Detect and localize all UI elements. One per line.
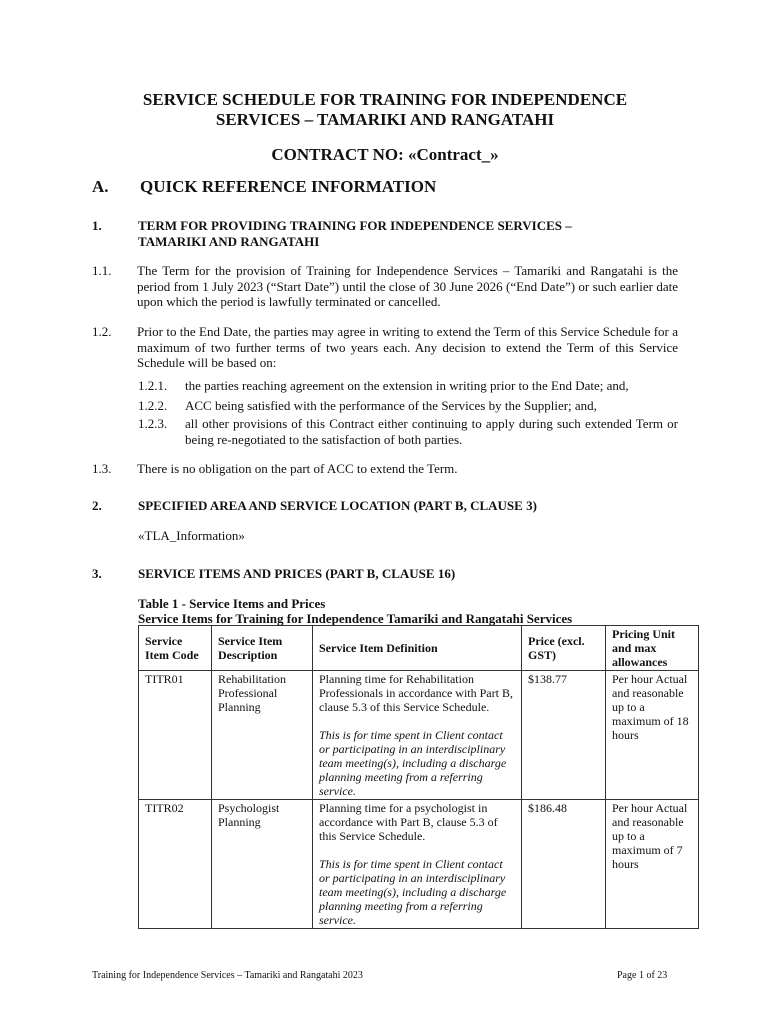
clause-1-2-2-number: 1.2.2. xyxy=(138,398,168,413)
service-items-table xyxy=(138,625,699,929)
clause-1-2-3-number: 1.2.3. xyxy=(138,416,168,431)
cell-pricing-unit: Per hour Actual and reasonable up to a maximum of 7 hours xyxy=(606,800,699,929)
clause-1-3-number: 1.3. xyxy=(92,461,112,476)
header-price: Price (excl. GST) xyxy=(522,626,606,671)
section-1-number: 1. xyxy=(92,218,102,233)
section-2-number: 2. xyxy=(92,498,102,513)
title-line-2: SERVICES – TAMARIKI AND RANGATAHI xyxy=(215,110,555,129)
section-3-title: SERVICE ITEMS AND PRICES (PART B, CLAUSE 16) xyxy=(138,566,456,581)
clause-1-1-number: 1.1. xyxy=(92,263,112,278)
section-a-title: QUICK REFERENCE INFORMATION xyxy=(140,177,437,196)
title-line-1: SERVICE SCHEDULE FOR TRAINING FOR INDEPENDENCE xyxy=(142,90,628,109)
clause-1-2-1-text: the parties reaching agreement on the extension in writing prior to the End Date; and, xyxy=(185,378,629,393)
definition-text: Planning time for a psychologist in accordance with Part B, clause 5.3 of this Service Schedule. xyxy=(319,801,498,843)
section-1-title-line-2: TAMARIKI AND RANGATAHI xyxy=(138,234,320,249)
clause-1-1-text: The Term for the provision of Training for Independence Services – Tamariki and Rangatahi is the period from 1 July 2023 (“Start Date”) until the close of 30 June 2026 (“End Date”) or such earlier date upon which the period is lawfully terminated or cancelled. xyxy=(137,263,678,309)
section-1-title-line-1: TERM FOR PROVIDING TRAINING FOR INDEPENDENCE SERVICES – xyxy=(138,218,572,233)
cell-price: $186.48 xyxy=(522,800,606,929)
definition-text: Planning time for Rehabilitation Professionals in accordance with Part B, clause 5.3 of this Service Schedule. xyxy=(319,672,513,714)
contract-number: CONTRACT NO: «Contract_» xyxy=(271,145,499,164)
clause-1-2-2-text: ACC being satisfied with the performance of the Services by the Supplier; and, xyxy=(185,398,597,413)
document-title xyxy=(90,90,680,130)
table-caption: Table 1 - Service Items and Prices xyxy=(138,596,326,611)
cell-description: Psychologist Planning xyxy=(212,800,313,929)
clause-1-2-3-text: all other provisions of this Contract either continuing to apply during such extended Term or being re-negotiated to the satisfaction of both parties. xyxy=(185,416,678,447)
section-3-number: 3. xyxy=(92,566,102,581)
clause-1-3-text: There is no obligation on the part of ACC to extend the Term. xyxy=(137,461,458,476)
table-row xyxy=(139,800,699,929)
clause-1-2-1-number: 1.2.1. xyxy=(138,378,168,393)
table-subcaption: Service Items for Training for Independence Tamariki and Rangatahi Services xyxy=(138,611,573,626)
footer-document-name: Training for Independence Services – Tamariki and Rangatahi 2023 xyxy=(92,970,363,981)
section-a-letter: A. xyxy=(92,177,109,196)
header-service-item-description: Service Item Description xyxy=(212,626,313,671)
table-row xyxy=(139,671,699,800)
definition-note: This is for time spent in Client contact or participating in an interdisciplinary team meeting(s), including a discharge planning meeting from a referring service. xyxy=(319,857,507,927)
table-header-row xyxy=(139,626,699,671)
section-1-title xyxy=(138,218,678,250)
definition-note: This is for time spent in Client contact or participating in an interdisciplinary team meeting(s), including a discharge planning meeting from a referring service. xyxy=(319,728,507,798)
tla-information-field: «TLA_Information» xyxy=(138,528,245,543)
section-2-title: SPECIFIED AREA AND SERVICE LOCATION (PART B, CLAUSE 3) xyxy=(138,498,537,513)
header-service-item-code: Service Item Code xyxy=(139,626,212,671)
cell-description: Rehabilitation Professional Planning xyxy=(212,671,313,800)
cell-code: TITR02 xyxy=(139,800,212,929)
clause-1-2-number: 1.2. xyxy=(92,324,112,339)
cell-code: TITR01 xyxy=(139,671,212,800)
header-pricing-unit: Pricing Unit and max allowances xyxy=(606,626,699,671)
cell-price: $138.77 xyxy=(522,671,606,800)
clause-1-2-text: Prior to the End Date, the parties may agree in writing to extend the Term of this Service Schedule for a maximum of two further terms of two years each. Any decision to extend the Term of this Service Schedule will be based on: xyxy=(137,324,678,370)
cell-definition xyxy=(313,800,522,929)
footer-page-number: Page 1 of 23 xyxy=(617,970,668,981)
cell-pricing-unit: Per hour Actual and reasonable up to a maximum of 18 hours xyxy=(606,671,699,800)
header-service-item-definition: Service Item Definition xyxy=(313,626,522,671)
cell-definition xyxy=(313,671,522,800)
